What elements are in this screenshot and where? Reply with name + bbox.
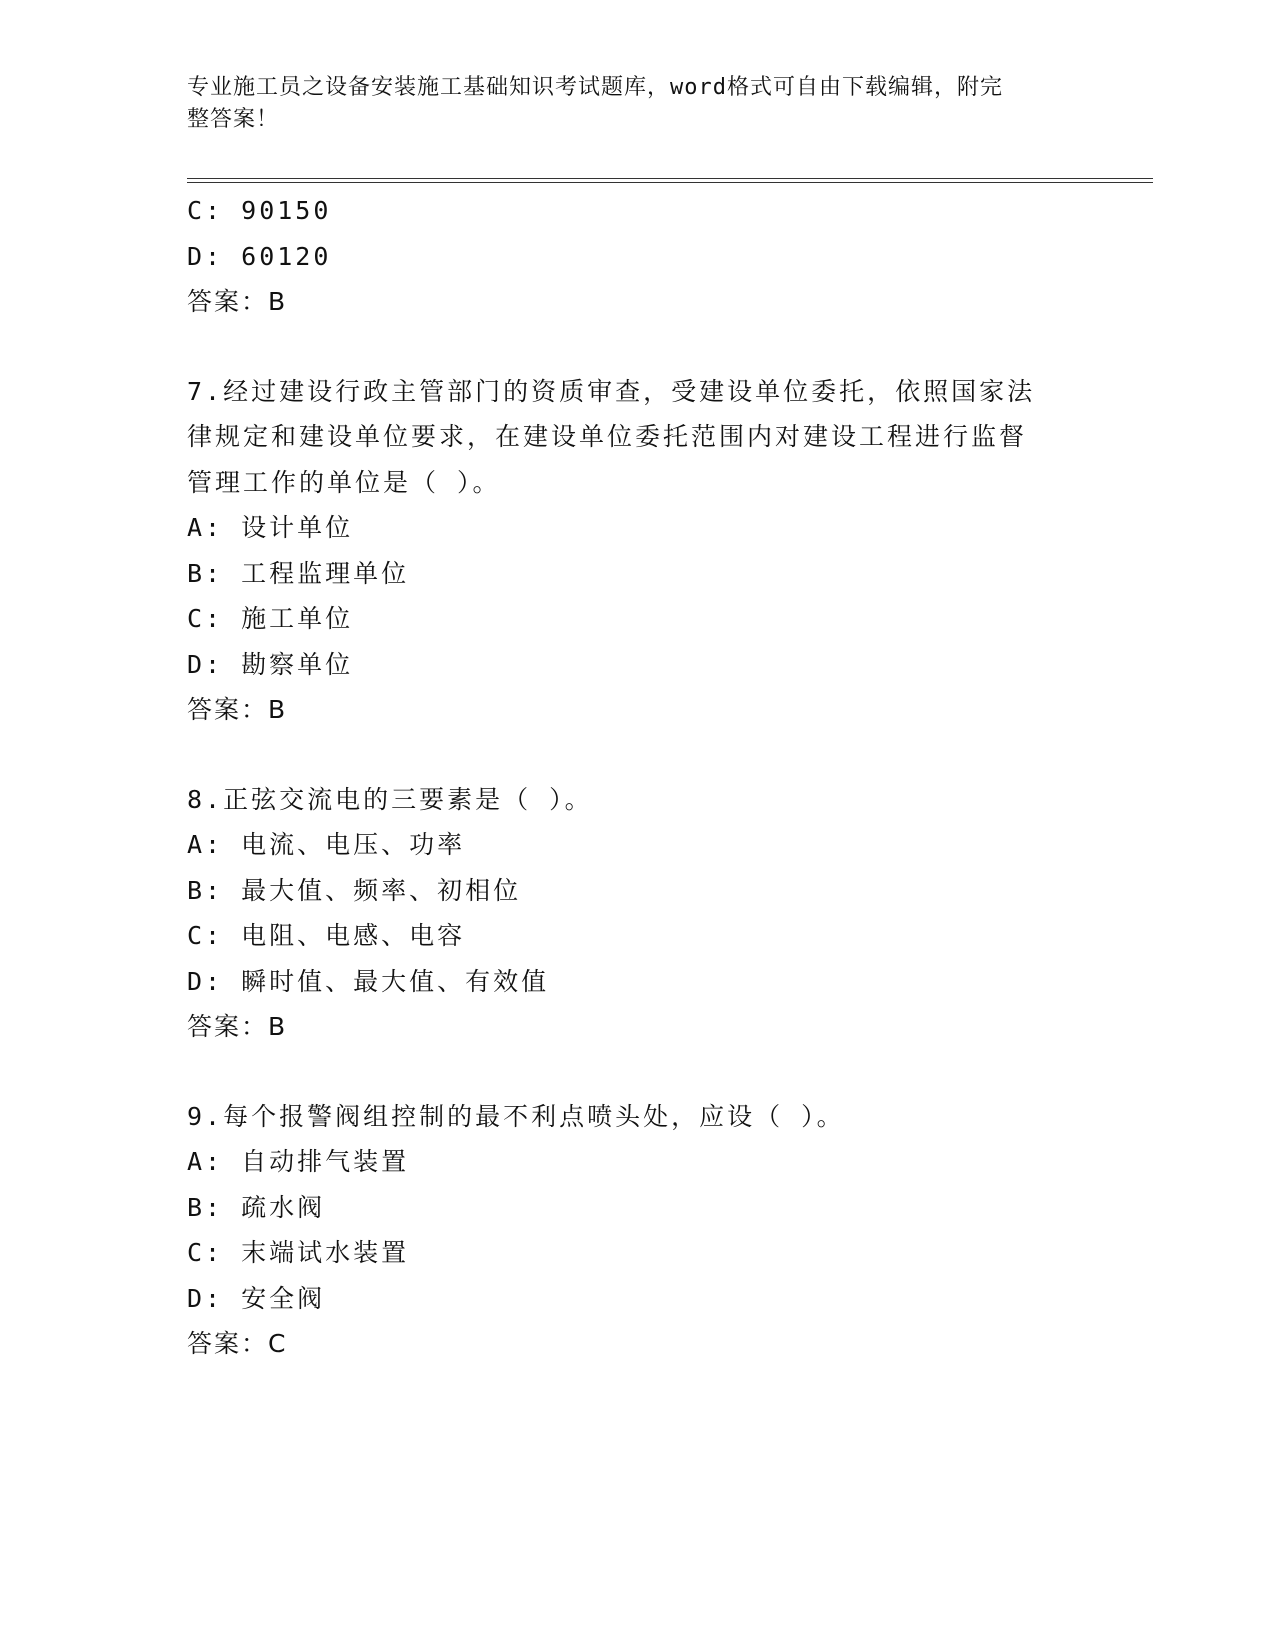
option-c: C: 90150 xyxy=(187,196,332,225)
question-text-line: 8.正弦交流电的三要素是（ ）。 xyxy=(187,784,593,814)
question-text xyxy=(187,777,1087,823)
option-a: A: 自动排气装置 xyxy=(187,1147,410,1176)
option-d: D: 瞬时值、最大值、有效值 xyxy=(187,966,550,996)
header-line-1: 专业施工员之设备安装施工基础知识考试题库，word格式可自由下载编辑，附完 xyxy=(187,75,1003,100)
question-7 xyxy=(187,369,1087,733)
document-header xyxy=(187,72,1067,136)
question-8 xyxy=(187,777,1087,1050)
option-c: C: 末端试水装置 xyxy=(187,1238,410,1267)
answer-line: 答案：B xyxy=(187,287,288,316)
option-b: B: 疏水阀 xyxy=(187,1192,326,1222)
question-text xyxy=(187,369,1087,506)
answer-line: 答案：B xyxy=(187,695,288,724)
header-rule-bottom xyxy=(187,182,1153,183)
option-c: C: 施工单位 xyxy=(187,604,354,633)
option-b: B: 最大值、频率、初相位 xyxy=(187,875,522,905)
question-text-line: 律规定和建设单位要求，在建设单位委托范围内对建设工程进行监督 xyxy=(187,422,1028,451)
question-fragment xyxy=(187,188,1087,325)
question-text xyxy=(187,1094,1087,1140)
answer-line: 答案：C xyxy=(187,1329,288,1358)
header-line-2: 整答案！ xyxy=(187,107,280,132)
question-9 xyxy=(187,1094,1087,1367)
question-text-line: 管理工作的单位是（ ）。 xyxy=(187,467,501,497)
document-body xyxy=(187,188,1087,1411)
option-b: B: 工程监理单位 xyxy=(187,558,410,588)
option-c: C: 电阻、电感、电容 xyxy=(187,921,466,950)
option-d: D: 60120 xyxy=(187,241,332,271)
option-a: A: 电流、电压、功率 xyxy=(187,830,466,859)
header-rule-top xyxy=(187,178,1153,179)
option-d: D: 勘察单位 xyxy=(187,649,354,679)
question-text-line: 7.经过建设行政主管部门的资质审查，受建设单位委托，依照国家法 xyxy=(187,376,1036,406)
option-a: A: 设计单位 xyxy=(187,513,354,542)
answer-line: 答案：B xyxy=(187,1012,288,1041)
question-text-line: 9.每个报警阀组控制的最不利点喷头处，应设（ ）。 xyxy=(187,1101,845,1131)
option-d: D: 安全阀 xyxy=(187,1283,326,1313)
